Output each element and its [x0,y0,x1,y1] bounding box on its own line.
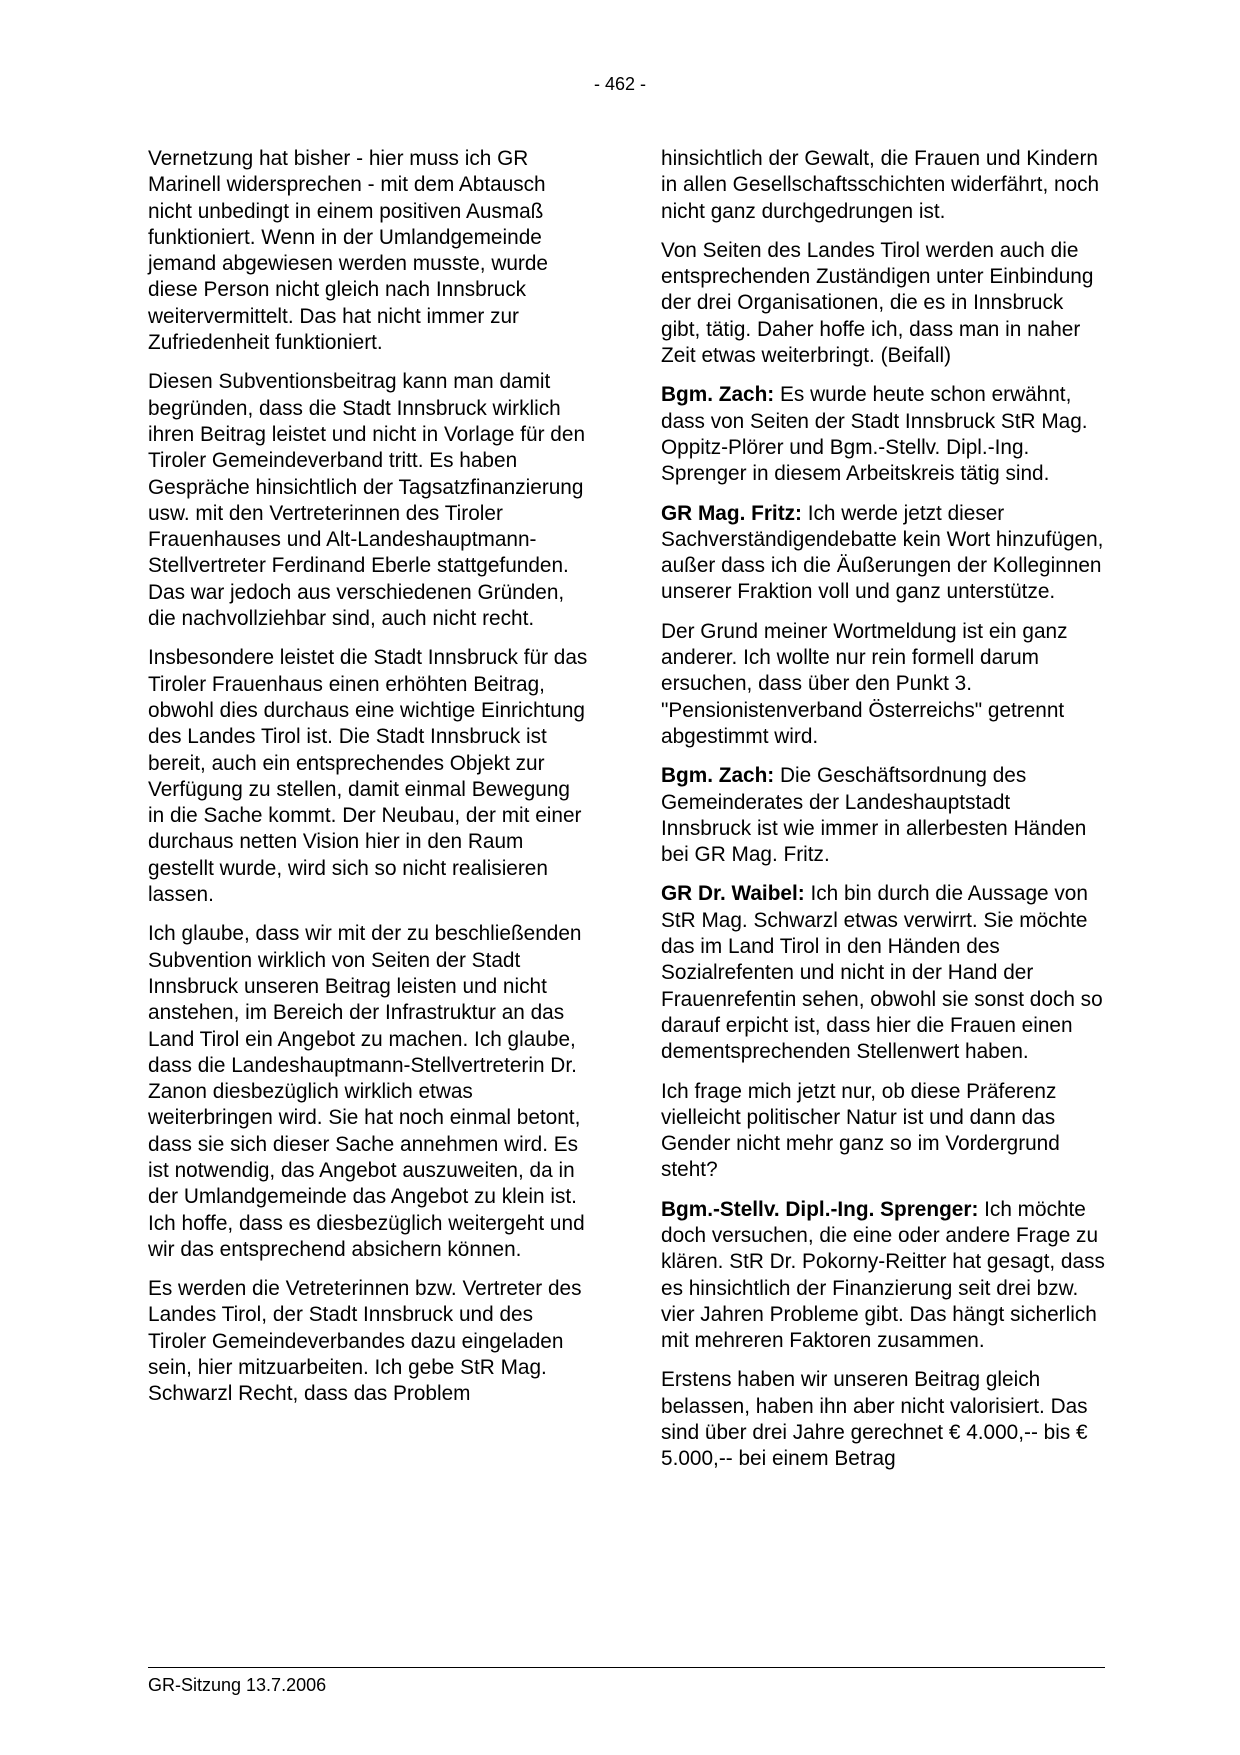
speaker-name: Bgm.-Stellv. Dipl.-Ing. Sprenger: [661,1197,979,1221]
left-column [148,146,588,1421]
paragraph: Der Grund meiner Wortmeldung ist ein ganz anderer. Ich wollte nur rein formell darum ersuchen, dass über den Punkt 3. "Pensionistenverband Österreichs" getrennt abgestimmt wird. [661,619,1068,748]
page-number: - 462 - [593,74,647,94]
paragraph: Erstens haben wir unseren Beitrag gleich belassen, haben ihn aber nicht valorisiert. Das sind über drei Jahre gerechnet € 4.000,-- bis € 5.000,-- bei einem Betrag [661,1368,1088,1471]
footer-divider [148,1667,1105,1668]
speech-text: Es wurde heute schon erwähnt, dass von Seiten der Stadt Innsbruck StR Mag. Oppitz-Plörer und Bgm.-Stellv. Dipl.-Ing. Sprenger in diesem Arbeitskreis tätig sind. [661,383,1088,486]
paragraph: Diesen Subventionsbeitrag kann man damit begründen, dass die Stadt Innsbruck wirklich ihren Beitrag leistet und nicht in Vorlage für den Tiroler Gemeindeverband tritt. Es haben Gespräche hinsichtlich der Tagsatzfinanzierung usw. mit den Vertreterinnen des Tiroler Frauenhauses und Alt-Landeshauptmann-Stellvertreter Ferdinand Eberle stattgefunden. Das war jedoch aus verschiedenen Gründen, die nachvollziehbar sind, auch nicht recht. [148,370,586,631]
paragraph: Ich frage mich jetzt nur, ob diese Präferenz vielleicht politischer Natur ist und dann das Gender nicht mehr ganz so im Vordergrund steht? [661,1079,1060,1182]
speech-paragraph [661,881,1106,1065]
speaker-name: Bgm. Zach: [661,383,775,407]
speech-paragraph [661,501,1106,606]
speech-text: Ich werde jetzt dieser Sachverständigendebatte kein Wort hinzufügen, außer dass ich die Äußerungen der Kolleginnen unserer Fraktion voll und ganz unterstütze. [661,501,1104,604]
speech-paragraph [661,1197,1106,1355]
paragraph: Vernetzung hat bisher - hier muss ich GR Marinell widersprechen - mit dem Abtausch nicht unbedingt in einem positiven Ausmaß funktioniert. Wenn in der Umlandgemeinde jemand abgewiesen werden musste, wurde diese Person nicht gleich nach Innsbruck weitervermittelt. Das hat nicht immer zur Zufriedenheit funktioniert. [148,147,548,355]
paragraph: Insbesondere leistet die Stadt Innsbruck für das Tiroler Frauenhaus einen erhöhten Beitrag, obwohl dies durchaus eine wichtige Einrichtung des Landes Tirol ist. Die Stadt Innsbruck ist bereit, auch ein entsprechendes Objekt zur Verfügung zu stellen, damit einmal Bewegung in die Sache kommt. Der Neubau, der mit einer durchaus netten Vision hier in den Raum gestellt wurde, wird sich so nicht realisieren lassen. [148,646,588,907]
footer-session-label: GR-Sitzung 13.7.2006 [148,1675,327,1695]
speech-text: Die Geschäftsordnung des Gemeinderates der Landeshauptstadt Innsbruck ist wie immer in allerbesten Händen bei GR Mag. Fritz. [661,764,1087,867]
speaker-name: GR Dr. Waibel: [661,882,805,906]
paragraph: Ich glaube, dass wir mit der zu beschließenden Subvention wirklich von Seiten der Stadt Innsbruck unseren Beitrag leisten und nicht anstehen, im Bereich der Infrastruktur an das Land Tirol ein Angebot zu machen. Ich glaube, dass die Landeshauptmann-Stellvertreterin Dr. Zanon diesbezüglich wirklich etwas weiterbringen wird. Sie hat noch einmal betont, dass sie sich dieser Sache annehmen wird. Es ist notwendig, das Angebot auszuweiten, da in der Umlandgemeinde das Angebot zu klein ist. Ich hoffe, dass es diesbezüglich weitergeht und wir das entsprechend absichern können. [148,922,585,1261]
speech-paragraph [661,763,1106,868]
speech-paragraph [661,382,1106,487]
speech-text: Ich möchte doch versuchen, die eine oder andere Frage zu klären. StR Dr. Pokorny-Reitter hat gesagt, dass es hinsichtlich der Finanzierung seit drei bzw. vier Jahren Probleme gibt. Das hängt sicherlich mit mehreren Faktoren zusammen. [661,1197,1105,1353]
paragraph: Von Seiten des Landes Tirol werden auch die entsprechenden Zuständigen unter Einbindung der drei Organisationen, die es in Innsbruck gibt, tätig. Daher hoffe ich, dass man in naher Zeit etwas weiterbringt. (Beifall) [661,238,1094,368]
speech-text: Ich bin durch die Aussage von StR Mag. Schwarzl etwas verwirrt. Sie möchte das im Land Tirol in den Händen des Sozialrefenten und nicht in der Hand der Frauenrefentin sehen, obwohl sie sonst doch so darauf erpicht ist, dass hier die Frauen einen dementsprechenden Stellenwert haben. [661,882,1103,1064]
paragraph: hinsichtlich der Gewalt, die Frauen und Kindern in allen Gesellschaftsschichten widerfährt, noch nicht ganz durchgedrungen ist. [661,147,1100,223]
speaker-name: GR Mag. Fritz: [661,501,802,525]
paragraph: Es werden die Vetreterinnen bzw. Vertreter des Landes Tirol, der Stadt Innsbruck und des Tiroler Gemeindeverbandes dazu eingeladen sein, hier mitzuarbeiten. Ich gebe StR Mag. Schwarzl Recht, dass das Problem [148,1277,582,1406]
speaker-name: Bgm. Zach: [661,764,775,788]
right-column [661,146,1106,1486]
